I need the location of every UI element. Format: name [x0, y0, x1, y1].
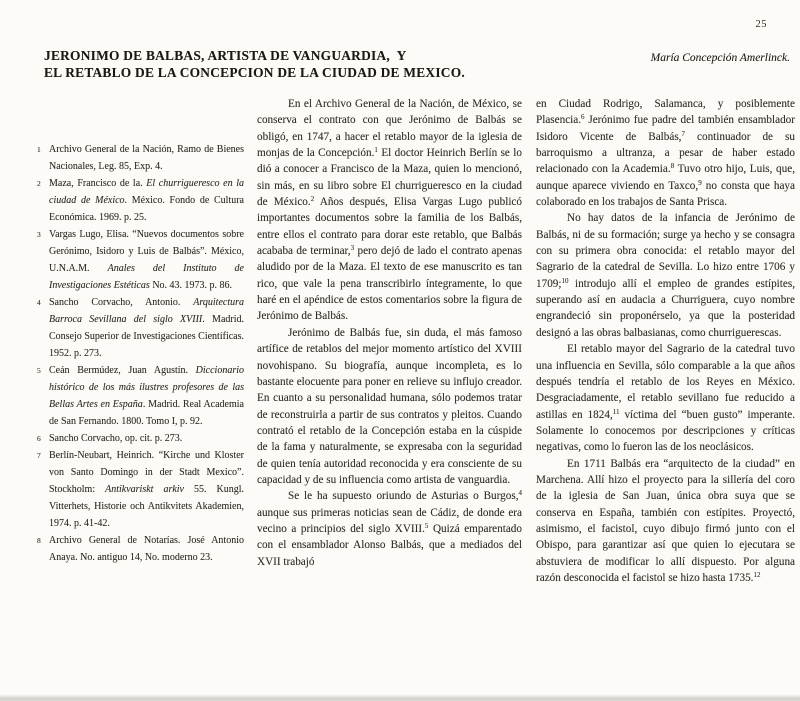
footnote-text — [49, 365, 244, 427]
text-segment: Jerónimo fue padre del también ensamblador Isidoro Vicente de Balbás, — [536, 114, 795, 143]
footnote-number: 1 — [37, 145, 41, 154]
footnote-ref: 1 — [374, 146, 378, 155]
text-segment: . Madrid. Consejo Superior de Investigaciones Científicas. 1952. p. 273. — [49, 314, 244, 359]
footnote-ref: 4 — [518, 489, 522, 498]
footnote-ref: 8 — [670, 162, 675, 171]
paragraph — [257, 96, 522, 325]
article-title-line1: JERONIMO DE BALBAS, ARTISTA DE VANGUARDIA, Y — [44, 48, 407, 63]
text-segment: 55. Kungl. Vitterhets, Historie och Antikvitets Akademien, 1974. p. 41-42. — [49, 484, 244, 529]
text-segment: No. 43. 1973. p. 86. — [149, 280, 233, 291]
text-segment: aunque sus primeras noticias sean de Cádiz, de donde era vecino a principios del siglo XVIII. — [257, 506, 522, 535]
footnote-text — [49, 144, 244, 172]
paragraph — [257, 488, 522, 570]
footnote-ref: 11 — [612, 407, 620, 416]
paragraph — [536, 96, 795, 210]
footnote-ref: 10 — [561, 276, 569, 285]
footnote-ref: 5 — [424, 521, 429, 530]
paragraph — [536, 341, 795, 455]
text-segment: En 1711 Balbás era “arquitecto de la ciudad” en Marchena. Allí hizo el proyecto para la sillería del coro de la iglesia de San Juan, única obra suya que se conserva en España, también con estípites. Proyectó, asimismo, el facistol, cuyo dibujo firmó junto con el Obispo, para garantizar así que quien lo ejecutara se abstuviera de modificar lo allí dispuesto. Por alguna razón desconocida el facistol se hizo hasta 1735. — [536, 457, 795, 584]
text-segment: Archivo General de Notarías. José Antonio Anaya. No. antiguo 14, No. moderno 23. — [49, 535, 244, 563]
text-segment: Maza, Francisco de la. — [49, 178, 147, 189]
footnote-number: 7 — [37, 451, 41, 460]
text-segment: continuador de su barroquismo a ultranza, a pesar de haber estado relacionado con la Academia. — [536, 130, 795, 176]
text-segment: no consta que haya colaborado en los trabajos de Santa Prisca. — [536, 179, 795, 209]
text-segment: . México. Fondo de Cultura Económica. 1969. p. 25. — [49, 195, 244, 223]
footnote-number: 3 — [37, 230, 41, 239]
footnote-ref: 7 — [681, 129, 685, 138]
text-segment: Tuvo otro hijo, Luis, que, aunque aparece viviendo en Taxco, — [536, 163, 795, 192]
text-segment: Sancho Corvacho, op. cit. p. 273. — [49, 433, 183, 444]
footnote-ref: 9 — [698, 178, 702, 187]
text-segment: Diccionario histórico de los más ilustres profesores de las Bellas Artes en España — [49, 365, 244, 410]
footnote-text — [49, 297, 244, 359]
footnote-item — [36, 362, 244, 430]
footnote-ref: 3 — [350, 244, 355, 253]
text-segment: Vargas Lugo, Elisa. “Nuevos documentos sobre Gerónimo, Isidoro y Luis de Balbás”. México, U.N.A.M. — [49, 229, 244, 274]
text-segment: Años después, Elisa Vargas Lugo publicó importantes documentos sobre la familia de los Balbás, entre ellos el contrato para dorar este retablo, que Balbás acababa de terminar, — [257, 196, 522, 258]
body-column-middle — [257, 96, 522, 570]
text-segment: Archivo General de la Nación, Ramo de Bienes Nacionales, Leg. 85, Exp. 4. — [49, 144, 244, 172]
body-column-right — [536, 96, 795, 586]
footnote-text — [49, 433, 182, 444]
text-segment: No hay datos de la infancia de Jerónimo de Balbás, ni de su formación; surge ya hecho y se consagra con su primera obra conocida: el retablo mayor del Sagrario de la catedral de Sevilla. Lo hizo entre 1706 y 1709; — [536, 212, 795, 290]
footnote-number: 8 — [37, 536, 41, 545]
footnote-item — [36, 226, 244, 294]
footnote-text — [49, 535, 244, 563]
text-segment: Quizá emparentado con el ensamblador Alonso Balbás, que a mediados del XVII trabajó — [257, 522, 522, 568]
text-segment: Berlín-Neubart, Heinrich. “Kirche und Kloster von Santo Domingo in der Stadt Mexico”. Stockholm: — [49, 450, 244, 495]
footnote-ref: 2 — [310, 195, 315, 204]
page-number: 25 — [755, 19, 767, 30]
text-segment: Sancho Corvacho, Antonio. — [49, 297, 194, 308]
text-segment: El churrigueresco en la ciudad de México — [49, 178, 244, 206]
text-segment: En el Archivo General de la Nación, de México, se conserva el contrato con que Jerónimo de Balbás se obligó, en 1747, a hacer el retablo mayor de la iglesia de monjas de la Concepción. — [257, 98, 522, 160]
footnote-item — [36, 175, 244, 226]
text-segment: en Ciudad Rodrigo, Salamanca, y posiblemente Plasencia. — [536, 98, 795, 127]
footnote-number: 5 — [37, 366, 41, 375]
text-segment: . Madrid. Real Academia de San Fernando. 1800. Tomo I, p. 92. — [49, 399, 244, 427]
text-segment: Jerónimo de Balbás fue, sin duda, el más famoso artífice de retablos del mejor momento artístico del XVIII novohispano. Su biografía, aunque incompleta, es lo bastante elocuente para poner en relieve su influjo creador. En cuanto a su personalidad humana, sólo podemos tratar de reconstruirla a partir de sus contratos y pleitos. Cuando contrató el retablo de la Concepción estaba en la cúspide de la fama y naturalmente, se expresaba con la seguridad de quien tenía autoridad reconocida y era consciente de su capacidad y de su influencia como artista de vanguardia. — [257, 326, 522, 486]
footnotes-column — [36, 141, 244, 566]
footnote-item — [36, 141, 244, 175]
footnote-item — [36, 294, 244, 362]
author-name: María Concepción Amerlinck. — [650, 52, 790, 64]
scan-edge-artifact — [0, 694, 800, 701]
footnote-ref: 12 — [753, 570, 761, 579]
footnote-item — [36, 447, 244, 532]
text-segment: víctima del “buen gusto” imperante. Solamente lo conocemos por descripciones y críticas negativas, como lo fueron las de los neoclásicos. — [536, 408, 795, 454]
footnote-text — [49, 450, 244, 529]
footnote-ref: 6 — [581, 113, 585, 122]
text-segment: pero dejó de lado el contrato apenas aludido por de la Maza. El texto de ese manuscrito es tan rico, que vale la pena transcribirlo íntegramente, lo que haré en el apéndice de estos comentarios sobre la figura de Jerónimo de Balbás. — [257, 245, 522, 323]
article-title — [44, 48, 514, 81]
footnote-number: 4 — [37, 298, 41, 307]
footnote-text — [49, 229, 244, 291]
footnote-text — [49, 178, 244, 223]
text-segment: El retablo mayor del Sagrario de la catedral tuvo una influencia en Sevilla, sólo comparable a la que años después tendría el retablo de los Reyes en México. Desgraciadamente, el retablo sevillano fue reducido a astillas en 1824, — [536, 343, 795, 421]
paragraph — [257, 325, 522, 488]
footnote-number: 6 — [37, 434, 41, 443]
paragraph — [536, 210, 795, 341]
text-segment: Ceán Bermúdez, Juan Agustín. — [49, 365, 196, 376]
article-title-line2: EL RETABLO DE LA CONCEPCION DE LA CIUDAD DE MEXICO. — [44, 64, 465, 80]
footnote-item — [36, 430, 244, 447]
paragraph — [536, 456, 795, 587]
text-segment: Antikvariskt arkiv — [105, 484, 184, 495]
footnote-item — [36, 532, 244, 566]
text-segment: Arquitectura Barroca Sevillana del siglo XVIII — [49, 297, 244, 325]
text-segment: Anales del Instituto de Investigaciones Estéticas — [49, 263, 244, 291]
footnote-number: 2 — [37, 179, 41, 188]
text-segment: El doctor Heinrich Berlín se lo dió a conocer a Francisco de la Maza, quien lo mencionó, sin más, en su libro sobre El churrigueresco en la ciudad de México. — [257, 147, 522, 209]
text-segment: introdujo allí el empleo de grandes estípites, superando así en audacia a Churriguera, cuyo nombre engrandeció sin proponérselo, ya que la posteridad designó a las obras balbasianas, como churriguerescas. — [536, 277, 795, 339]
text-segment: Se le ha supuesto oriundo de Asturias o Burgos, — [288, 490, 519, 503]
